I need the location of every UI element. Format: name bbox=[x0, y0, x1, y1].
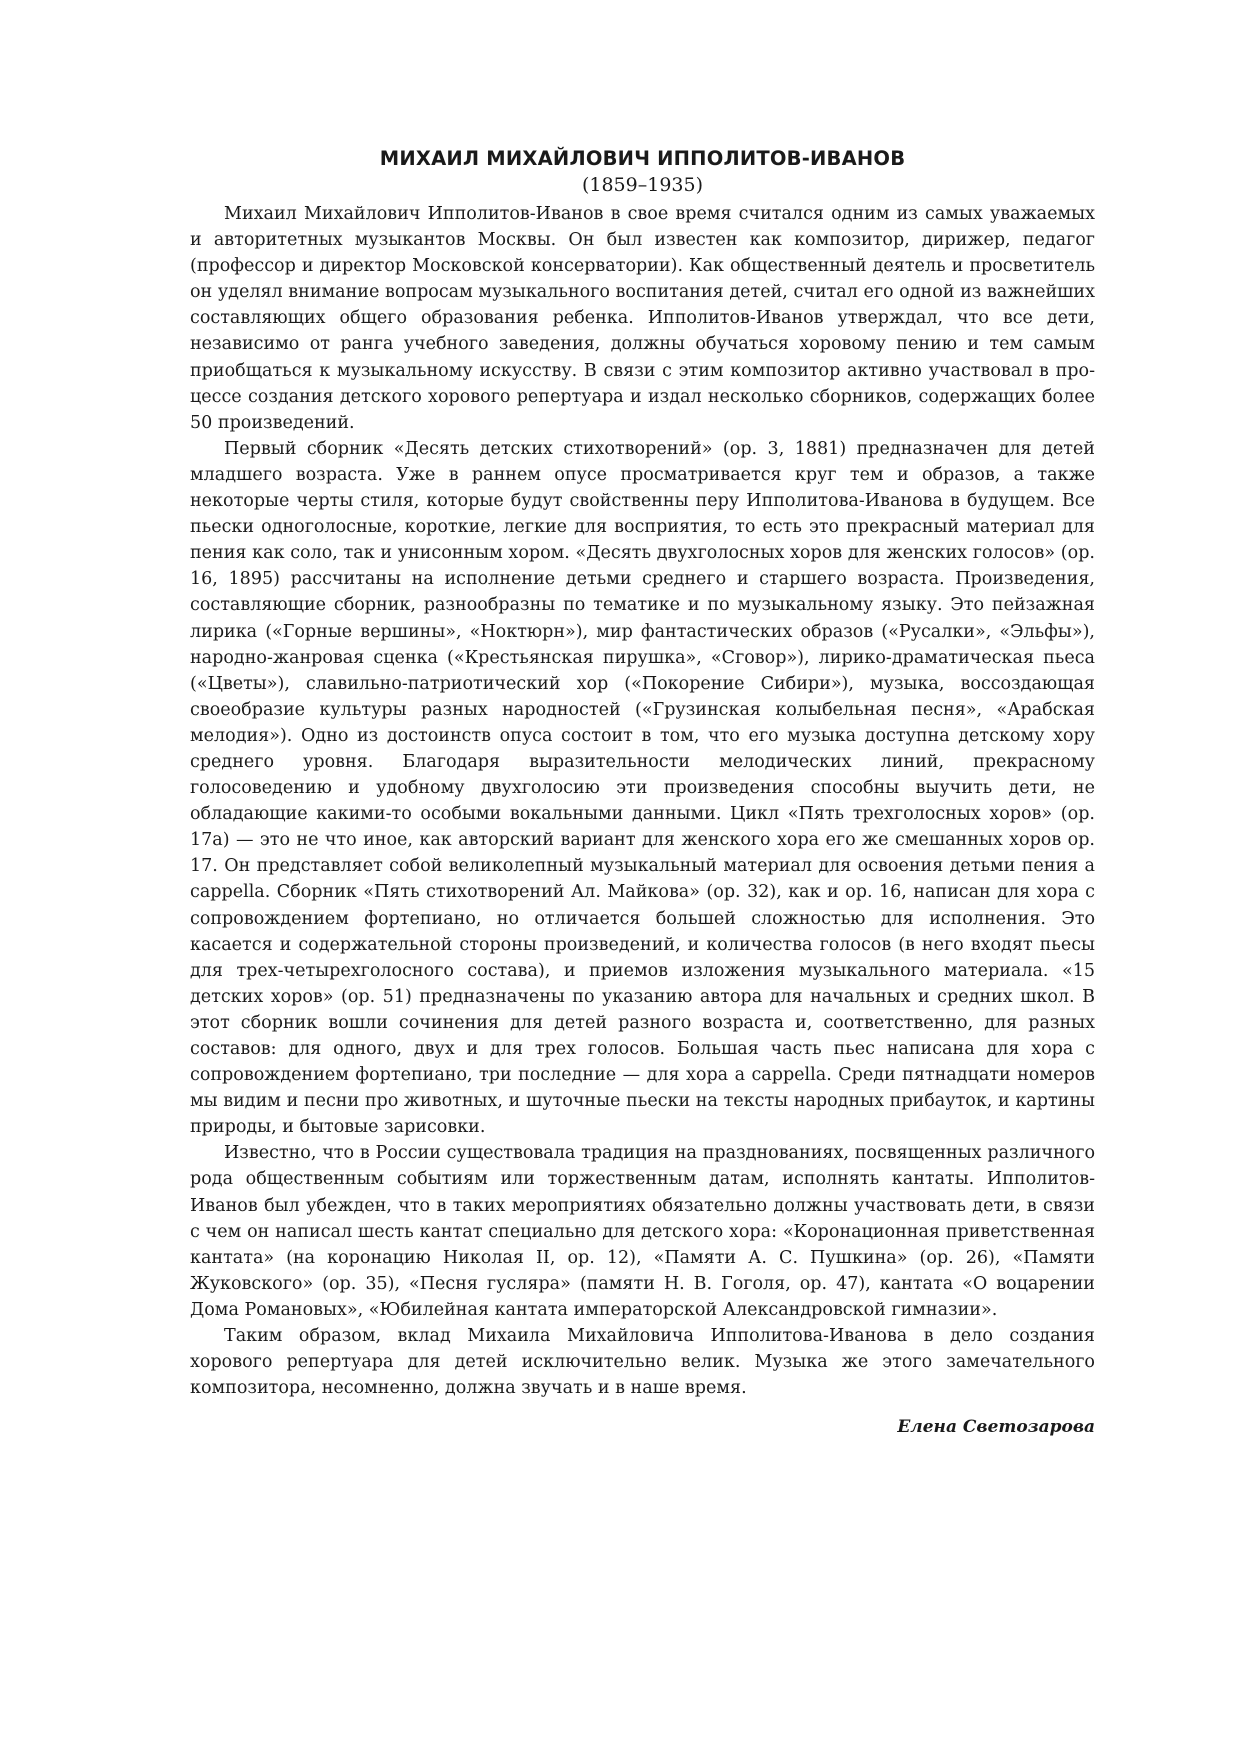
paragraph: Известно, что в России существовала традиция на празднованиях, посвященных различного рода общественным событиям или торжественным датам, исполнять кантаты. Ипполитов-Иванов был убежден, что в таких мероприятиях обязательно должны участвовать дети, в связи с чем он написал шесть кантат специально для детского хора: «Коронационная приветственная кантата» (на коронацию Николая II, ор. 12), «Памяти А. С. Пушкина» (ор. 26), «Памяти Жуковского» (ор. 35), «Песня гусляра» (памяти Н. В. Гоголя, ор. 47), кантата «О воцарении Дома Романовых», «Юбилейная кантата императорской Александровской гимназии». bbox=[190, 1143, 1095, 1320]
article-title: МИХАИЛ МИХАЙЛОВИЧ ИППОЛИТОВ-ИВАНОВ bbox=[379, 147, 906, 170]
article-body bbox=[190, 201, 1095, 1401]
author-signature: Елена Светозарова bbox=[897, 1417, 1095, 1438]
article-years: (1859–1935) bbox=[581, 174, 704, 196]
paragraph: Михаил Михайлович Ипполитов-Иванов в свое время считался одним из самых уважаемых и авторитетных музыкантов Москвы. Он был известен как композитор, дирижер, педагог (профессор и директор Московской консерватории). Как общественный деятель и просветитель он уделял внимание вопросам музыкального воспитания детей, считал его одной из важнейших составляющих общего образования ребенка. Ипполитов-Иванов утверждал, что все дети, независимо от ранга учебного заведения, должны обучаться хоровому пению и тем самым приобщаться к музыкальному искусству. В связи с этим композитор активно участвовал в процессе создания детского хорового репертуара и издал несколько сборников, содержащих более 50 произведений. bbox=[190, 204, 1095, 433]
paragraph: Таким образом, вклад Михаила Михайловича Ипполитова-Иванова в дело создания хорового репертуара для детей исключительно велик. Музыка же этого замечательного композитора, несомненно, должна звучать и в наше время. bbox=[190, 1326, 1095, 1399]
article bbox=[190, 140, 1095, 1440]
paragraph: Первый сборник «Десять детских стихотворений» (ор. 3, 1881) предназначен для детей младшего возраста. Уже в раннем опусе просматривается круг тем и образов, а также некоторые черты стиля, которые будут свойственны перу Ипполитова-Иванова в будущем. Все пьески одноголосные, короткие, легкие для восприятия, то есть это прекрасный материал для пения как соло, так и унисонным хором. «Десять двухголосных хоров для женских голосов» (ор. 16, 1895) рассчитаны на исполнение детьми среднего и старшего возраста. Произведения, составляющие сборник, разнообразны по тематике и по музыкальному языку. Это пейзажная лирика («Горные вершины», «Ноктюрн»), мир фантастических образов («Русалки», «Эльфы»), народно-жанровая сценка («Крестьянская пирушка», «Сговор»), лирико-драматическая пьеса («Цветы»), славильно-патриотический хор («Покорение Сибири»), музыка, воссоздающая своеобразие культуры разных народностей («Грузинская колыбельная песня», «Арабская мелодия»). Одно из достоинств опуса состоит в том, что его музыка доступна детскому хору среднего уровня. Благодаря выразительности мелодических линий, прекрасному голосоведению и удобному двухголосию эти произведения способны выучить дети, не обладающие какими-то особыми вокальными данными. Цикл «Пять трехголосных хоров» (ор. 17а) — это не что иное, как авторский вариант для женского хора его же смешанных хоров ор. 17. Он представляет собой великолепный музыкальный материал для освоения детьми пения а cappella. Сборник «Пять стихотворений Ал. Майкова» (ор. 32), как и ор. 16, написан для хора с сопровождением фортепиано, но отличается большей сложностью для исполнения. Это касается и содержательной стороны произведений, и количества голосов (в него входят пьесы для трех-четырехголосного состава), и приемов изложения музыкального материала. «15 детских хоров» (ор. 51) предназначены по указанию автора для начальных и средних школ. В этот сборник вошли сочинения для детей разного возраста и, соответственно, для разных составов: для одного, двух и для трех голосов. Большая часть пьес написана для хора с сопровождением фортепиано, три последние — для хора a cappella. Среди пятнадцати номеров мы видим и песни про животных, и шуточные пьески на тексты народных прибауток, и картины природы, и бытовые зарисовки. bbox=[190, 438, 1095, 1138]
